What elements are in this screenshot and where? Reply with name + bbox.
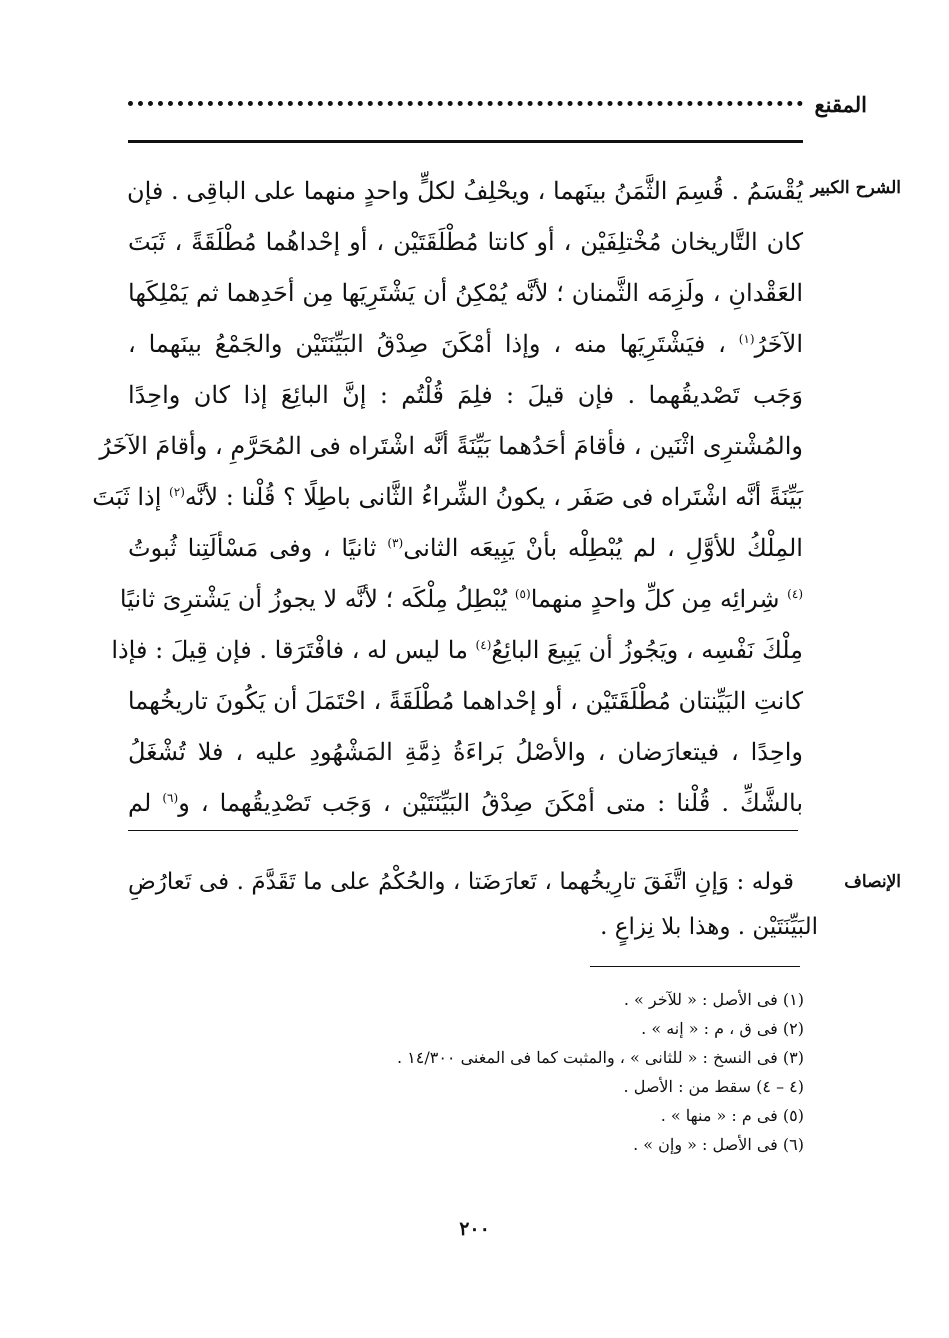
footnote-marker: (٤) (787, 587, 803, 601)
footnote-marker: (٢) (169, 485, 185, 499)
footnote-rule (590, 966, 800, 967)
sharh-line: مِلْكَ نَفْسِه ، ويَجُوزُ أن يَبِيعَ البائِعُ$^{(٤)}$ ما ليس له ، فافْتَرَقا . فإن قِيلَ : فإذا (111, 636, 803, 664)
section-label-sharh: الشرح الكبير (810, 178, 901, 198)
sharh-line: بَيِّنَةً أنَّه اشْتَراه فى صَفَر ، يكونُ الشِّراءُ الثَّانى باطِلًا ؟ قُلْنا : لأنَّه$^{(٢)}$ إذا ثَبَتَ (92, 483, 803, 511)
section-label-insaf: الإنصاف (844, 872, 901, 892)
sharh-body (92, 166, 803, 829)
footnote-marker: (٣) (387, 536, 404, 550)
sharh-line: العَقْدانِ ، ولَزِمَه الثَّمنان ؛ لأنَّه يُمْكِنُ أن يَشْتَرِيَها مِن أحَدِهما ثم يَمْلِكَها (128, 279, 803, 307)
sharh-line: يُقْسَمُ . قُسِمَ الثَّمَنُ بينَهما ، ويحْلِفُ لكلٍّ واحدٍ منهما على الباقِى . فإن (126, 177, 803, 205)
sharh-line: واحِدًا ، فيتعارَضان ، والأصْلُ بَراءَةُ ذِمَّةِ المَشْهُودِ عليه ، فلا تُشْغَلُ (128, 738, 803, 766)
footnote: (٤ – ٤) سقط من : الأصل . (623, 1077, 804, 1096)
insaf-line: البَيِّنَتَيْن . وهذا بلا نِزاعٍ . (600, 914, 818, 940)
header-title: المقنع (814, 92, 867, 117)
footnote: (٣) فى النسخ : « للثانى » ، والمثبت كما فى المغنى ١٤/٣٠٠ . (396, 1048, 804, 1067)
footnote: (١) فى الأصل : « للآخر » . (623, 990, 804, 1009)
footnote-marker: (٥) (514, 587, 531, 601)
footnote: (٥) فى م : « منها » . (660, 1106, 804, 1125)
insaf-body (128, 860, 818, 950)
header-dotted-leader (128, 101, 803, 106)
insaf-line: قوله : وَإنِ اتَّفَقَ تارِيخُهما ، تَعارَضَتا ، والحُكْمُ على ما تَقَدَّمَ . فى تَعارُضِ (128, 869, 794, 895)
section-divider (128, 830, 798, 831)
sharh-line: $^{(٤)}$ شِرائِه مِن كلِّ واحدٍ منهما$^{(٥)}$ يُبْطِلُ مِلْكَه ؛ لأنَّه لا يجوزُ أن يَشْترِىَ ثانيًا (119, 585, 803, 613)
footnote-marker: (١) (738, 332, 755, 346)
page-number: ٢٠٠ (459, 1218, 490, 1240)
sharh-line: الآخَرُ$^{(١)}$ ، فيَشْتَرِيَها منه ، وإذا أمْكَنَ صِدْقُ البَيِّنَتَيْن والجَمْعُ بينَهما ، (128, 330, 803, 358)
footnotes (304, 985, 804, 1159)
sharh-line: كانتِ البَيِّنتان مُطْلَقَتَيْن ، أو إحْداهما مُطْلَقَةً ، احْتَمَلَ أن يَكُونَ تاريخُهما (127, 687, 803, 715)
sharh-line: والمُشْترِى اثْنَين ، فأقامَ أحَدُهما بَيِّنَةً أنَّه اشْتَراه فى المُحَرَّمِ ، وأقامَ الآخَرُ (99, 432, 803, 460)
footnote: (٢) فى ق ، م : « إنه » . (641, 1019, 804, 1038)
sharh-line: وَجَب تَصْديقُهما . فإن قيلَ : فلِمَ قُلْتُم : إنَّ البائِعَ إذا كان واحِدًا (128, 381, 803, 409)
footnote-marker: (٤) (475, 638, 492, 652)
footnote: (٦) فى الأصل : « وإن » . (633, 1135, 804, 1154)
sharh-line: بالشَّكِّ . قُلْنا : متى أمْكَنَ صِدْقُ البَيِّنَتَيْن ، وَجَب تَصْدِيقُهما ، و$^{(٦)}$ لم (128, 789, 803, 817)
sharh-line: المِلْكُ للأوَّلِ ، لم يُبْطِلْه بأنْ يَبِيعَه الثانى$^{(٣)}$ ثانيًا ، وفى مَسْألَتِنا ثُبوتُ (128, 534, 803, 562)
header-rule (128, 140, 803, 143)
footnote-marker: (٦) (162, 791, 179, 805)
sharh-line: كان التَّاريخان مُخْتلِفَيْن ، أو كانتا مُطْلَقَتَيْن ، أو إحْداهُما مُطْلَقَةً ، ثَبَتَ (128, 228, 803, 256)
